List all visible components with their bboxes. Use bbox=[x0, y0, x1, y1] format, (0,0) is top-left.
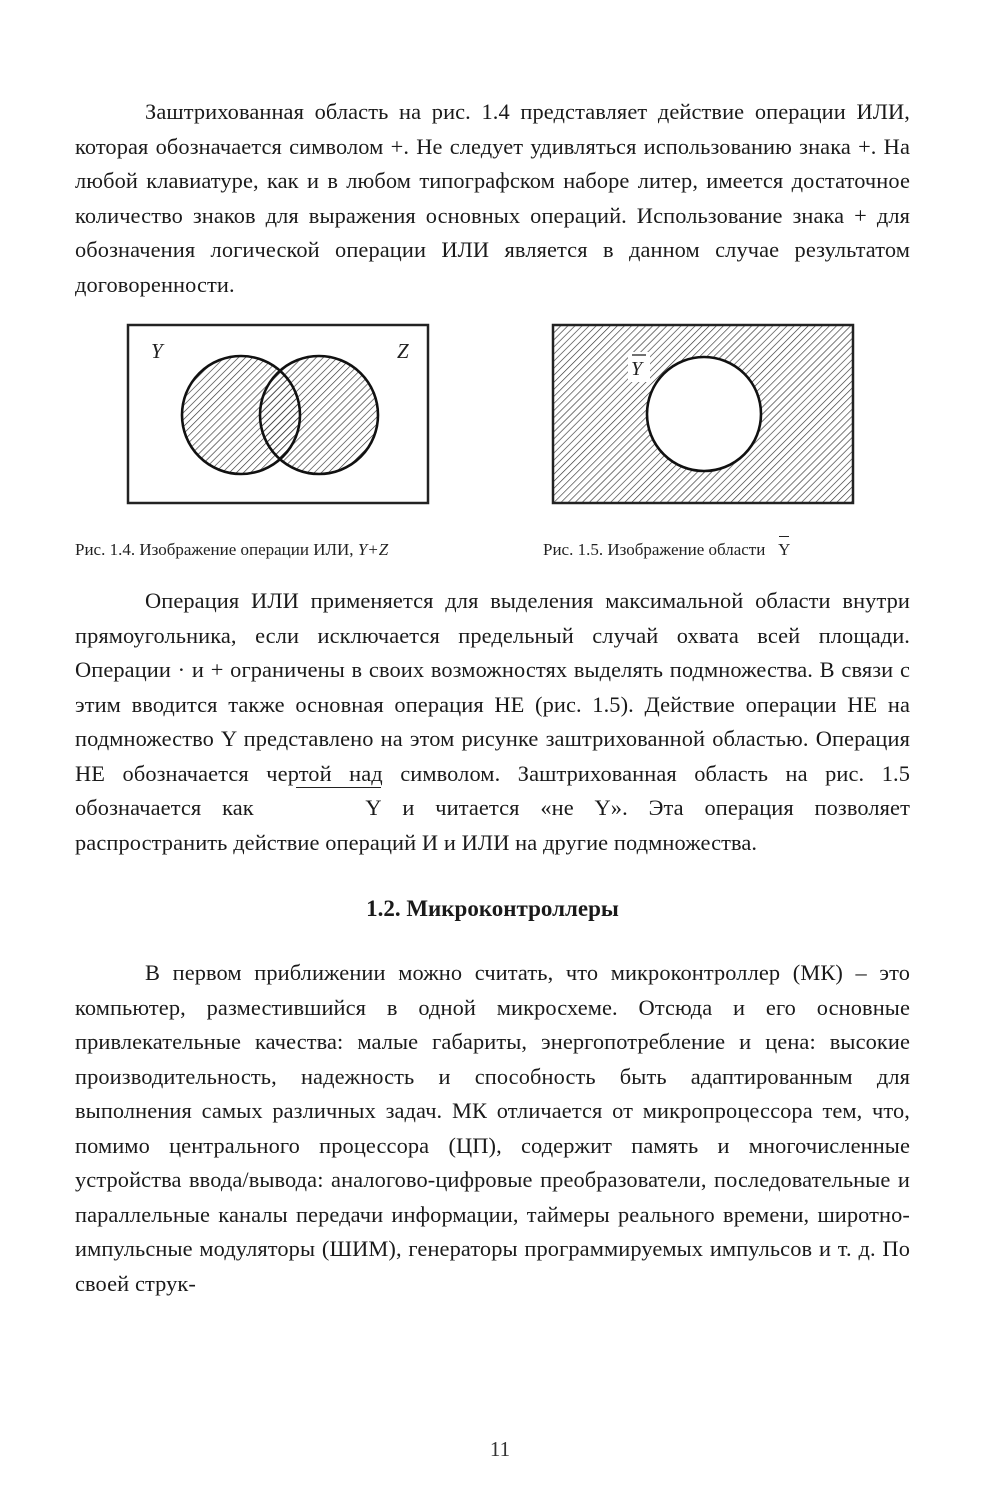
label-z: Z bbox=[397, 339, 409, 363]
set-y-circle bbox=[647, 357, 761, 471]
venn-not-diagram bbox=[550, 322, 860, 507]
paragraph-or-operation: Заштрихованная область на рис. 1.4 представляет действие операции ИЛИ, которая обозначается символом +. Не следует удивляться использованию знака +. На любой клавиатуре, как и в любом типографском наборе литер, имеется достаточное количество знаков для выражения основных операций. Использование знака + для обозначения логической операции ИЛИ является в данном случае результатом договоренности. bbox=[75, 99, 910, 297]
page-number: 11 bbox=[489, 1437, 511, 1461]
caption-figure-1-4 bbox=[75, 540, 388, 560]
caption-expression: Y+Z bbox=[357, 540, 389, 559]
paragraph-not-operation bbox=[75, 584, 910, 860]
paragraph-text-part-1: Операция ИЛИ применяется для выделения максимальной области внутри прямоугольника, если исключается предельный случай охвата всей площади. Операции · и + ограничены в своих возможностях выделять подмножества. В связи с этим вводится также основная операция НЕ (рис. 1.5). Действие операции НЕ на подмножество Y представлено на этом рисунке заштрихованной областью. Операция НЕ обозначается чертой над символом. Заштрихованная область на рис. 1.5 обозначается как bbox=[75, 588, 910, 820]
paragraph-microcontrollers: В первом приближении можно считать, что микроконтроллер (МК) – это компьютер, разместившийся в одной микросхеме. Отсюда и его основные привлекательные качества: малые габариты, энергопотребление и цена: высокие производительность, надежность и способность быть адаптированным для выполнения самых различных задач. МК отличается от микропроцессора тем, что, помимо центрального процессора (ЦП), содержит память и многочисленные устройства ввода/вывода: аналогово-цифровые преобразователи, последовательные и параллельные каналы передачи информации, таймеры реального времени, широтно-импульсные модуляторы (ШИМ), генераторы программируемых импульсов и т. д. По своей струк- bbox=[75, 960, 910, 1296]
inline-symbol-not-y: Y bbox=[295, 791, 381, 826]
caption-text: Рис. 1.4. Изображение операции ИЛИ, bbox=[75, 540, 354, 559]
figure-1-5 bbox=[550, 322, 860, 507]
page-content bbox=[75, 95, 910, 1301]
label-not-y: Y bbox=[631, 358, 643, 380]
figures-row bbox=[75, 322, 910, 584]
venn-or-diagram bbox=[125, 322, 435, 507]
label-y: Y bbox=[151, 339, 163, 363]
figure-1-4 bbox=[125, 322, 435, 507]
caption-figure-1-5 bbox=[543, 540, 790, 560]
caption-symbol-not-y: Y bbox=[778, 540, 791, 559]
paragraph-text-part-2: и читается «не Y». Эта операция позволяет распространить действие операций И и ИЛИ на другие подмножества. bbox=[75, 795, 910, 855]
section-heading: 1.2. Микроконтроллеры bbox=[366, 896, 619, 921]
caption-text: Рис. 1.5. Изображение области bbox=[543, 540, 766, 559]
